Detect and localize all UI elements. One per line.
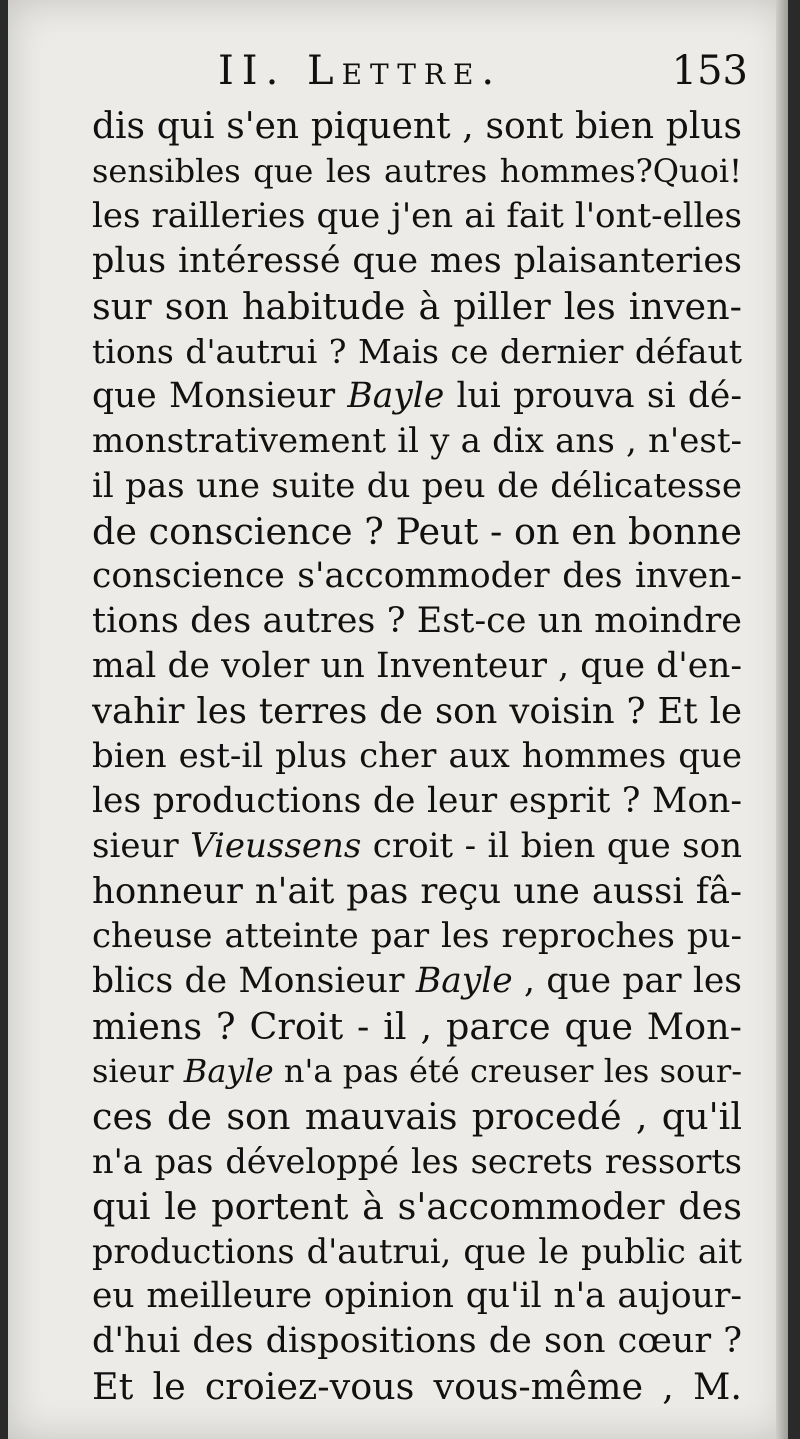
text-line: blics de Monsieur Bayle , que par les xyxy=(92,961,742,1001)
text-line: Et le croiez-vous vous-même , M. xyxy=(92,1365,742,1408)
page-number: 153 xyxy=(671,48,748,94)
book-page xyxy=(8,0,788,1439)
text-line: sur son habitude à piller les inven- xyxy=(92,285,742,328)
text-line: conscience s'accommoder des inven- xyxy=(92,556,742,596)
text-line: honneur n'ait pas reçu une aussi fâ- xyxy=(92,871,742,912)
text-line: dis qui s'en piquent , sont bien plus xyxy=(92,106,742,147)
text-line: monstrativement il y a dix ans , n'est- xyxy=(92,421,742,461)
text-line: les productions de leur esprit ? Mon- xyxy=(92,781,742,821)
text-line: ces de son mauvais procedé , qu'il xyxy=(92,1095,742,1138)
text-line: miens ? Croit - il , parce que Mon- xyxy=(92,1005,742,1048)
text-line: n'a pas développé les secrets ressorts xyxy=(92,1142,742,1181)
text-line: tions des autres ? Est-ce un moindre xyxy=(92,601,742,641)
text-line: sieur Vieussens croit - il bien que son xyxy=(92,826,742,866)
text-line: mal de voler un Inventeur , que d'en- xyxy=(92,646,742,686)
text-line: que Monsieur Bayle lui prouva si dé- xyxy=(92,376,742,416)
body-text xyxy=(92,104,742,1409)
text-line: il pas une suite du peu de délicatesse xyxy=(92,466,742,506)
text-line: bien est-il plus cher aux hommes que xyxy=(92,736,742,776)
page-edge-shadow xyxy=(776,0,788,1439)
text-line: eu meilleure opinion qu'il n'a aujour- xyxy=(92,1276,742,1316)
text-line: de conscience ? Peut - on en bonne xyxy=(92,510,742,553)
header-title: II. Lettre. xyxy=(218,48,503,94)
text-line: productions d'autrui, que le public ait xyxy=(92,1232,742,1271)
running-header xyxy=(8,48,788,104)
text-line: plus intéressé que mes plaisanteries xyxy=(92,241,742,281)
text-line: d'hui des dispositions de son cœur ? xyxy=(92,1321,742,1361)
text-line: qui le portent à s'accommoder des xyxy=(92,1185,742,1228)
text-line: sensibles que les autres hommes?Quoi! xyxy=(92,152,742,190)
text-line: cheuse atteinte par les reproches pu- xyxy=(92,916,742,956)
text-line: tions d'autrui ? Mais ce dernier défaut xyxy=(92,332,742,371)
text-line: les railleries que j'en ai fait l'ont-elles xyxy=(92,196,742,236)
text-line: vahir les terres de son voisin ? Et le xyxy=(92,691,742,732)
text-line: sieur Bayle n'a pas été creuser les sour- xyxy=(92,1052,742,1090)
